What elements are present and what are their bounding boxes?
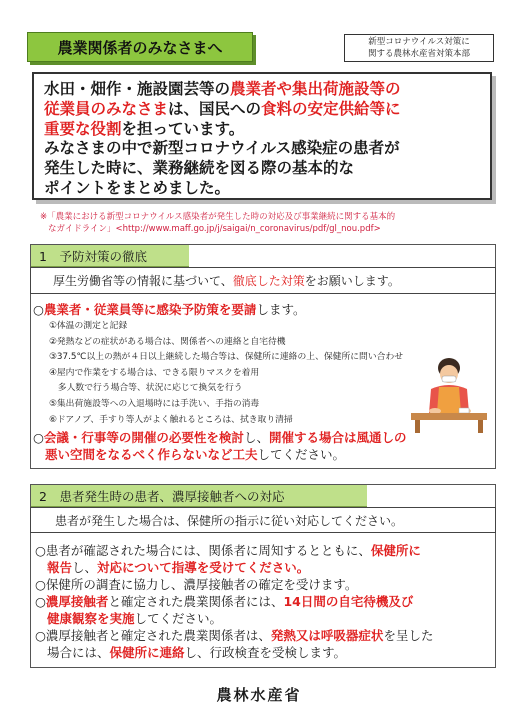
department-line-2: 関する農林水産省対策本部 [367,49,470,59]
bullet-text: します。 [256,302,306,317]
bullet-highlight: 開催する場合は風通しの [268,430,407,445]
bullet-highlight: 悪い空間をなるべく作らないなど工夫 [45,447,258,462]
intro-text: みなさまの中で新型コロナウイルス感染症の患者が [44,139,400,158]
bullet-text: してください。 [134,611,223,626]
intro-text: ポイントをまとめました。 [44,178,231,197]
measure-item: ②発熱などの症状がある場合は、関係者への連絡と自宅待機 [49,336,286,347]
measure-item: ③37.5℃以上の熱が４日以上継続した場合等は、保健所に連絡の上、保健所に問い合わせ [49,352,404,363]
bullet-highlight: 保健所に [370,543,421,558]
intro-text: 水田・畑作・施設園芸等の [44,80,231,98]
intro-box [32,72,492,200]
department-box [344,34,494,62]
bullet-text: ○保健所の調査に協力し、濃厚接触者の確定を受けます。 [35,577,358,592]
section-lead [30,267,496,294]
bullet-text: してください。 [257,447,346,462]
bullet-text: し、 [243,430,269,445]
lead-text: 患者が発生した場合は、保健所の指示に従い対応してください。 [55,513,404,528]
intro-highlight: 重要な役割 [44,119,122,138]
lead-text: 厚生労働省等の情報に基づいて、 [53,274,233,288]
response-list [35,542,493,661]
section-heading: 1 予防対策の徹底 [31,245,189,267]
bullet-text: 場合には、 [47,645,110,660]
bullet-highlight: 14日間の自宅待機及び [283,594,414,609]
bullet-mark: ○ [33,430,44,445]
bullet-text: ○濃厚接触者と確定された農業関係者は、 [35,628,271,643]
bullet-text: を呈した [383,628,434,643]
bullet-highlight: 会議・行事等の開催の必要性を検討 [43,430,244,445]
bullet-highlight: 対応について指導を受けてください。 [97,560,310,575]
bullet-highlight: 健康観察を実施 [47,611,135,626]
bullet-text: し、 [72,560,98,575]
intro-text: は、国民への [168,99,262,118]
bullet-highlight: 発熱又は呼吸器症状 [270,628,384,643]
section-prevention [30,244,496,469]
intro-highlight: 従業員のみなさま [44,99,169,118]
intro-text: 発生した時に、業務継続を図る際の基本的な [44,159,355,178]
worker-wiping-table-illustration [407,357,491,435]
measure-item: 多人数で行う場合等、状況に応じて換気を行う [49,383,243,394]
guideline-note-line: ※「農業における新型コロナウイルス感染者が発生した時の対応及び事業継続に関する基本的 [40,212,396,222]
section-patient-response [30,484,496,668]
measure-item: ①体温の測定と記録 [49,321,128,331]
ministry-name: 農林水産省 [216,686,302,704]
page-title: 農業関係者のみなさまへ [27,32,253,62]
measure-item: ④屋内で作業をする場合は、できる限りマスクを着用 [49,367,260,378]
bullet-mark: ○ [35,594,46,609]
bullet-highlight: 報告 [47,560,73,575]
bullet-meeting-review [33,429,493,463]
guideline-note [40,211,490,235]
lead-highlight: 徹底した対策 [232,274,305,288]
section-lead [30,507,496,533]
bullet-highlight: 農業者・従業員等に感染予防策を要請 [43,302,257,317]
bullet-text: ○患者が確認された場合には、関係者に周知するとともに、 [35,543,371,558]
section-heading: 2 患者発生時の患者、濃厚接触者への対応 [31,485,367,507]
measure-item: ⑥ドアノブ、手すり等人がよく触れるところは、拭き取り清掃 [49,414,293,425]
bullet-highlight: 濃厚接触者 [45,594,109,609]
intro-highlight: 農業者や集出荷施設等の [230,80,401,98]
guideline-link[interactable]: なガイドライン」<http://www.maff.go.jp/j/saigai/n_coronavirus/pdf/gl_nou.pdf> [48,224,381,234]
bullet-text: し、行政検査を受検します。 [184,645,347,660]
department-line-1: 新型コロナウイルス対策に [368,37,470,47]
bullet-highlight: 保健所に連絡 [109,645,185,660]
intro-highlight: 食料の安定供給等に [261,99,401,118]
bullet-prevention-request [33,301,493,318]
bullet-mark: ○ [33,302,44,317]
measure-item: ⑤集出荷施設等への入退場時には手洗い、手指の消毒 [49,398,260,409]
intro-text: を担っています。 [121,119,245,138]
bullet-text: と確定された農業関係者には、 [108,594,284,609]
lead-text: をお願いします。 [304,274,400,288]
